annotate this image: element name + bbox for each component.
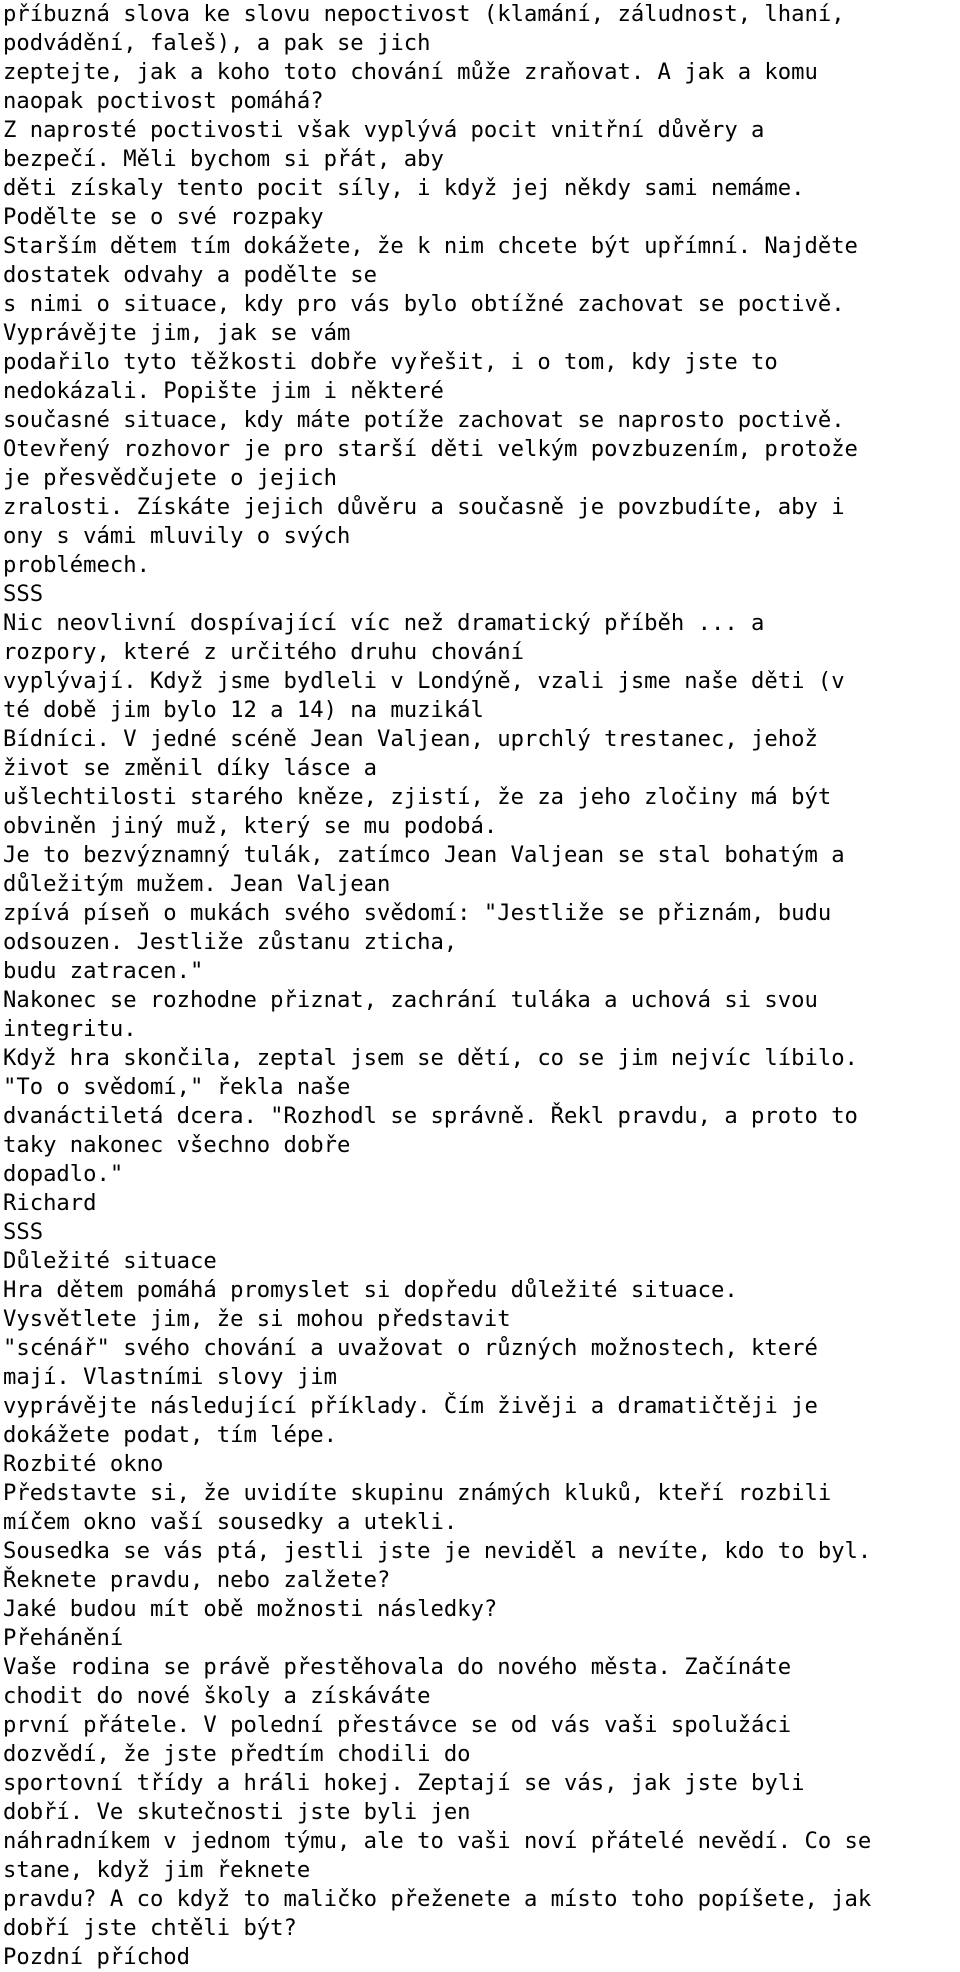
text-line: Představte si, že uvidíte skupinu známých kluků, kteří rozbili bbox=[3, 1480, 832, 1506]
text-line: nedokázali. Popište jim i některé bbox=[3, 378, 444, 404]
text-line: s nimi o situace, kdy pro vás bylo obtížné zachovat se poctivě. bbox=[3, 291, 845, 317]
text-line: Z naprosté poctivosti však vyplývá pocit vnitřní důvěry a bbox=[3, 117, 765, 143]
text-line: zralosti. Získáte jejich důvěru a současně je povzbudíte, aby i bbox=[3, 494, 845, 520]
section-heading: Rozbité okno bbox=[3, 1451, 164, 1477]
text-line: současné situace, kdy máte potíže zachovat se naprosto poctivě. bbox=[3, 407, 845, 433]
text-line: odsouzen. Jestliže zůstanu zticha, bbox=[3, 929, 458, 955]
text-line: dokážete podat, tím lépe. bbox=[3, 1422, 337, 1448]
text-line: Nakonec se rozhodne přiznat, zachrání tuláka a uchová si svou bbox=[3, 987, 818, 1013]
text-line: zeptejte, jak a koho toto chování může zraňovat. A jak a komu bbox=[3, 59, 818, 85]
text-line: dozvědí, že jste předtím chodili do bbox=[3, 1741, 471, 1767]
text-line: "scénář" svého chování a uvažovat o různých možnostech, které bbox=[3, 1335, 818, 1361]
text-line: ušlechtilosti starého kněze, zjistí, že za jeho zločiny má být bbox=[3, 784, 832, 810]
text-line: náhradníkem v jednom týmu, ale to vaši noví přátelé nevědí. Co se bbox=[3, 1828, 872, 1854]
text-line: příbuzná slova ke slovu nepoctivost (klamání, záludnost, lhaní, bbox=[3, 1, 845, 27]
text-line: mají. Vlastními slovy jim bbox=[3, 1364, 337, 1390]
text-line: dobří. Ve skutečnosti jste byli jen bbox=[3, 1799, 471, 1825]
text-line: děti získaly tento pocit síly, i když jej někdy sami nemáme. bbox=[3, 175, 805, 201]
text-line: ony s vámi mluvily o svých bbox=[3, 523, 351, 549]
text-line: sportovní třídy a hráli hokej. Zeptají se vás, jak jste byli bbox=[3, 1770, 805, 1796]
text-line: Řeknete pravdu, nebo zalžete? bbox=[3, 1567, 391, 1593]
text-line: Vyprávějte jim, jak se vám bbox=[3, 320, 351, 346]
text-line: Vaše rodina se právě přestěhovala do nového města. Začínáte bbox=[3, 1654, 792, 1680]
text-line: Starším dětem tím dokážete, že k nim chcete být upřímní. Najděte bbox=[3, 233, 858, 259]
text-line: rozpory, které z určitého druhu chování bbox=[3, 639, 524, 665]
text-line: Nic neovlivní dospívající víc než dramatický příběh ... a bbox=[3, 610, 765, 636]
text-line: vyprávějte následující příklady. Čím živěji a dramatičtěji je bbox=[3, 1393, 818, 1419]
text-line: Je to bezvýznamný tulák, zatímco Jean Valjean se stal bohatým a bbox=[3, 842, 845, 868]
text-line: dvanáctiletá dcera. "Rozhodl se správně. Řekl pravdu, a proto to bbox=[3, 1103, 858, 1129]
text-line: dobří jste chtěli být? bbox=[3, 1915, 297, 1941]
text-line: té době jim bylo 12 a 14) na muzikál bbox=[3, 697, 484, 723]
text-line: Když hra skončila, zeptal jsem se dětí, co se jim nejvíc líbilo. bbox=[3, 1045, 858, 1071]
text-line: integritu. bbox=[3, 1016, 137, 1042]
text-line: Hra dětem pomáhá promyslet si dopředu důležité situace. bbox=[3, 1277, 738, 1303]
text-line: podařilo tyto těžkosti dobře vyřešit, i o tom, kdy jste to bbox=[3, 349, 778, 375]
section-heading: Přehánění bbox=[3, 1625, 124, 1651]
text-line: Bídníci. V jedné scéně Jean Valjean, uprchlý trestanec, jehož bbox=[3, 726, 818, 752]
text-line: život se změnil díky lásce a bbox=[3, 755, 378, 781]
section-heading: Podělte se o své rozpaky bbox=[3, 204, 324, 230]
text-line: Vysvětlete jim, že si mohou představit bbox=[3, 1306, 511, 1332]
text-line: taky nakonec všechno dobře bbox=[3, 1132, 351, 1158]
text-line: podvádění, faleš), a pak se jich bbox=[3, 30, 431, 56]
text-line: dostatek odvahy a podělte se bbox=[3, 262, 378, 288]
text-line: Sousedka se vás ptá, jestli jste je neviděl a nevíte, kdo to byl. bbox=[3, 1538, 872, 1564]
text-line: dopadlo." bbox=[3, 1161, 124, 1187]
text-line: "To o svědomí," řekla naše bbox=[3, 1074, 351, 1100]
text-line: Otevřený rozhovor je pro starší děti velkým povzbuzením, protože bbox=[3, 436, 858, 462]
text-line: první přátele. V polední přestávce se od vás vaši spolužáci bbox=[3, 1712, 792, 1738]
text-line: důležitým mužem. Jean Valjean bbox=[3, 871, 391, 897]
author-signature: Richard bbox=[3, 1190, 97, 1216]
text-line: zpívá píseň o mukách svého svědomí: "Jestliže se přiznám, budu bbox=[3, 900, 832, 926]
text-line: pravdu? A co když to maličko přeženete a místo toho popíšete, jak bbox=[3, 1886, 872, 1912]
text-line: je přesvědčujete o jejich bbox=[3, 465, 337, 491]
section-heading: Důležité situace bbox=[3, 1248, 217, 1274]
text-line: stane, když jim řeknete bbox=[3, 1857, 311, 1883]
text-line: vyplývají. Když jsme bydleli v Londýně, vzali jsme naše děti (v bbox=[3, 668, 845, 694]
text-line: problémech. bbox=[3, 552, 150, 578]
text-line: míčem okno vaší sousedky a utekli. bbox=[3, 1509, 458, 1535]
text-line: Jaké budou mít obě možnosti následky? bbox=[3, 1596, 498, 1622]
text-line: obviněn jiný muž, který se mu podobá. bbox=[3, 813, 498, 839]
section-separator: SSS bbox=[3, 1219, 44, 1245]
text-line: chodit do nové školy a získáváte bbox=[3, 1683, 431, 1709]
section-separator: SSS bbox=[3, 581, 44, 607]
text-line: naopak poctivost pomáhá? bbox=[3, 88, 324, 114]
text-line: budu zatracen." bbox=[3, 958, 204, 984]
text-line: bezpečí. Měli bychom si přát, aby bbox=[3, 146, 444, 172]
document-page bbox=[3, 0, 957, 1970]
section-heading: Pozdní příchod bbox=[3, 1944, 191, 1970]
